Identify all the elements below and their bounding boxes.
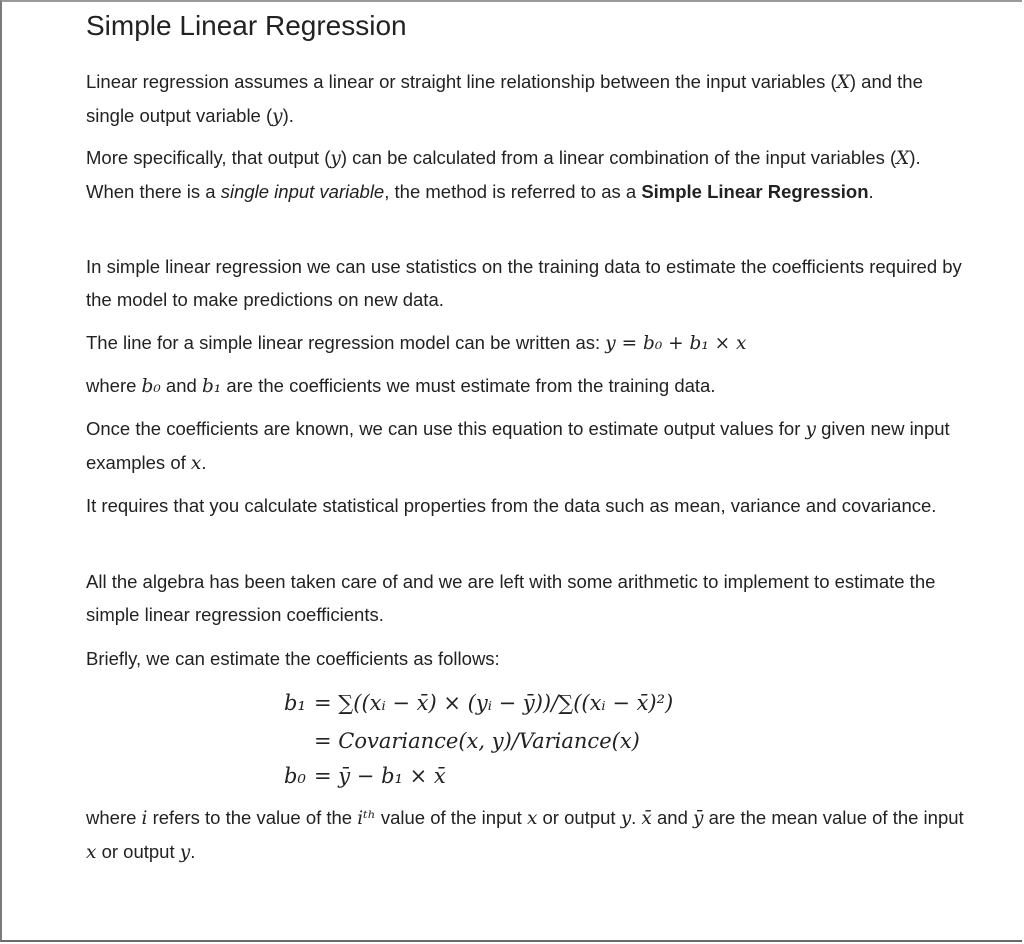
text: .: [631, 807, 642, 828]
text: ) and the single output variable (: [86, 71, 923, 126]
paragraph-algebra: All the algebra has been taken care of and we are left with some arithmetic to implement to estimate the simple linear regression coefficients.: [86, 571, 936, 625]
math-x: x: [86, 842, 97, 863]
text: given new input examples of: [86, 418, 950, 473]
text: refers to the value of the: [147, 807, 358, 828]
text: or output: [537, 807, 621, 828]
text: are the coefficients we must estimate from the training data.: [221, 375, 716, 396]
equation-b1-rhs: [314, 686, 673, 720]
math-b1: b₁: [284, 691, 306, 715]
text: The line for a simple linear regression model can be written as:: [86, 332, 606, 353]
paragraph-intro: [86, 65, 966, 133]
text: .: [190, 841, 196, 862]
paragraph-specific: [86, 141, 966, 208]
paragraph-line-equation: [86, 326, 966, 360]
math-b1: b₁: [201, 376, 222, 397]
math-b1-formula: = ∑((xᵢ − x̄) × (yᵢ − ȳ))/∑((xᵢ − x̄)²): [314, 691, 674, 715]
text: .: [868, 181, 874, 202]
paragraph-where-i: [86, 801, 966, 869]
text: or output: [96, 841, 180, 862]
text: .: [201, 452, 207, 473]
math-b0-formula: = ȳ − b₁ × x̄: [314, 764, 446, 788]
text: value of the input: [375, 807, 527, 828]
math-x: X: [896, 148, 910, 169]
equation-b1-lhs: [284, 686, 306, 720]
text: Linear regression assumes a linear or straight line relationship between the input variables (: [86, 71, 837, 92]
text: and: [160, 375, 202, 396]
text: where: [86, 375, 142, 396]
text: , the method is referred to as a: [384, 181, 642, 202]
text: More specifically, that output (: [86, 147, 331, 168]
math-x: X: [836, 72, 850, 93]
equation-b0-lhs: [284, 759, 306, 793]
paragraph-known-coefficients: [86, 412, 966, 480]
text: and: [651, 807, 694, 828]
emphasis-single-input: single input variable: [220, 181, 385, 202]
math-i: i: [141, 808, 148, 829]
text: ).: [282, 105, 294, 126]
paragraph-briefly: Briefly, we can estimate the coefficients as follows:: [86, 648, 500, 669]
math-x: x: [190, 453, 202, 474]
text: ) can be calculated from a linear combination of the input variables (: [340, 147, 897, 168]
math-b0: b₀: [284, 764, 306, 788]
strong-simple-linear-regression: Simple Linear Regression: [641, 181, 869, 202]
text: where: [86, 807, 142, 828]
math-x: x: [526, 808, 538, 829]
text: are the mean value of the input: [703, 807, 964, 828]
text: ). When there is a: [86, 147, 921, 202]
math-ith: iᵗʰ: [357, 808, 376, 829]
paragraph-statistics: In simple linear regression we can use statistics on the training data to estimate the coefficients required by the model to make predictions on new data.: [86, 256, 962, 310]
equation-covariance: [314, 724, 640, 758]
math-b0: b₀: [141, 376, 161, 397]
paragraph-properties: It requires that you calculate statistical properties from the data such as mean, variance and covariance.: [86, 495, 937, 516]
text: Once the coefficients are known, we can use this equation to estimate output values for: [86, 418, 806, 439]
math-covariance-formula: = Covariance(x, y)/Variance(x): [314, 729, 640, 753]
equation-b0-rhs: [314, 759, 446, 793]
math-y: y: [805, 419, 816, 440]
math-y: y: [330, 148, 341, 169]
math-y: y: [620, 808, 632, 829]
math-y: y: [179, 842, 191, 863]
math-y-bar: ȳ: [693, 808, 704, 829]
page-title: Simple Linear Regression: [86, 10, 407, 41]
math-line-equation: y = b₀ + b₁ × x: [605, 333, 747, 354]
math-y: y: [272, 106, 283, 127]
math-x-bar: x̄: [641, 808, 652, 829]
paragraph-coefficients: [86, 369, 966, 403]
